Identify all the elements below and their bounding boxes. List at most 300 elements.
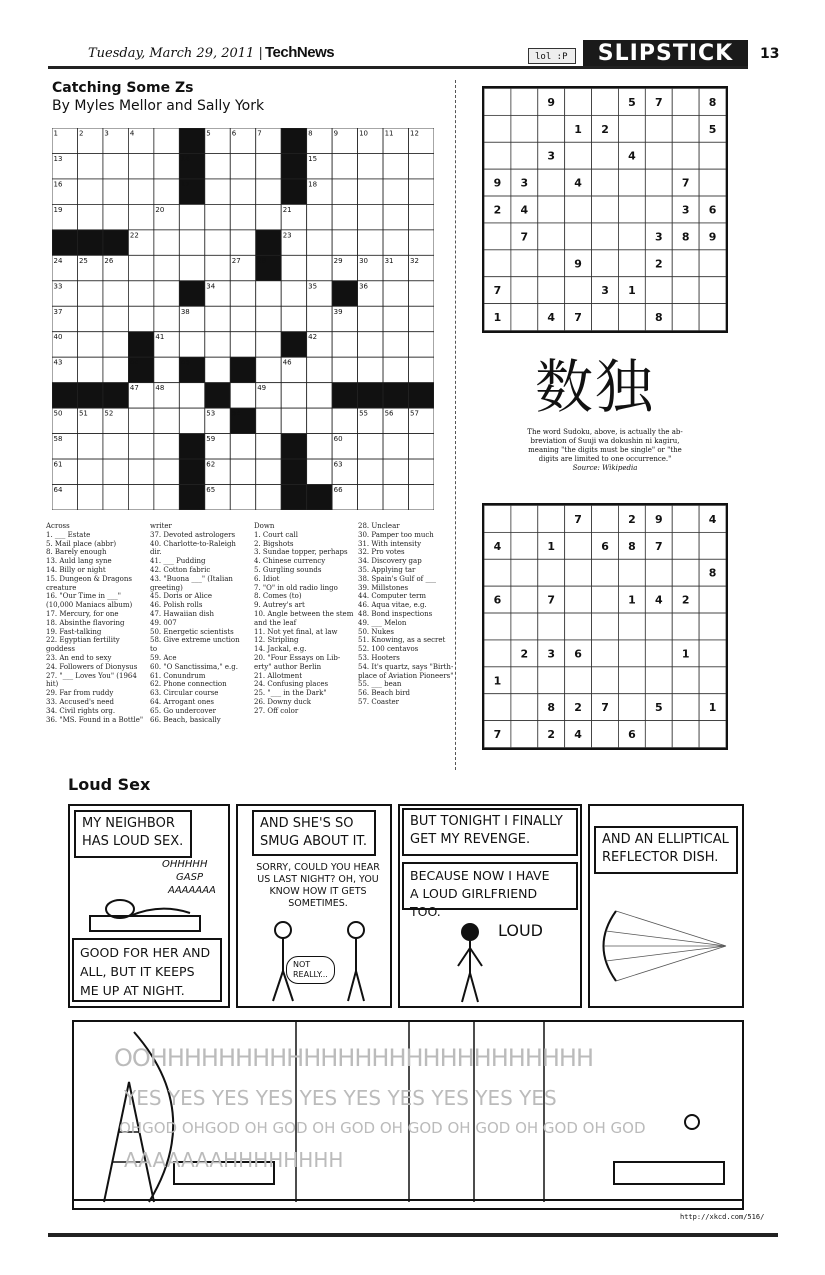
sudoku-cell[interactable] xyxy=(592,250,619,277)
crossword-cell[interactable] xyxy=(230,179,255,204)
crossword-cell[interactable] xyxy=(358,459,383,484)
crossword-cell[interactable] xyxy=(409,434,434,459)
crossword-cell[interactable] xyxy=(77,179,102,204)
crossword-cell[interactable] xyxy=(230,204,255,229)
crossword-cell[interactable] xyxy=(307,357,332,382)
sudoku-cell[interactable] xyxy=(538,277,565,304)
sudoku-cell[interactable] xyxy=(645,196,672,223)
crossword-cell[interactable] xyxy=(103,179,128,204)
sudoku-cell[interactable] xyxy=(538,223,565,250)
sudoku-cell[interactable] xyxy=(592,142,619,169)
crossword-cell[interactable] xyxy=(154,255,179,280)
clue-line: 37. Devoted astrologers xyxy=(150,530,236,539)
sudoku-cell[interactable] xyxy=(511,721,538,748)
loud-text-line-1: OOHHHHHHHHHHHHHHHHHHHHHHHHHH xyxy=(114,1044,593,1072)
sudoku-cell[interactable] xyxy=(484,223,511,250)
crossword-cell[interactable] xyxy=(205,255,230,280)
crossword-number: 35 xyxy=(308,282,318,291)
crossword-number: 21 xyxy=(282,205,292,214)
crossword-cell[interactable] xyxy=(77,459,102,484)
crossword-block xyxy=(179,434,204,459)
sudoku-cell[interactable] xyxy=(511,277,538,304)
speech-neighbor: SORRY, COULD YOU HEAR US LAST NIGHT? OH, YOU KNOW HOW IT GETS SOMETIMES. xyxy=(256,862,380,909)
crossword-block xyxy=(128,332,153,357)
sudoku-cell[interactable] xyxy=(672,506,699,533)
sudoku-cell[interactable] xyxy=(645,667,672,694)
crossword-cell[interactable] xyxy=(154,230,179,255)
sudoku-cell[interactable] xyxy=(511,559,538,586)
crossword-cell[interactable] xyxy=(358,332,383,357)
page-number: 13 xyxy=(760,46,780,62)
sudoku-digit: 4 xyxy=(493,539,502,553)
sudoku-cell[interactable] xyxy=(672,277,699,304)
crossword-number: 5 xyxy=(206,129,211,138)
crossword-cell[interactable] xyxy=(77,281,102,306)
crossword-cell[interactable] xyxy=(383,485,408,510)
sudoku-cell[interactable] xyxy=(511,694,538,721)
sudoku-cell[interactable] xyxy=(645,277,672,304)
sudoku-cell[interactable] xyxy=(672,613,699,640)
sudoku-digit: 2 xyxy=(547,728,556,742)
sudoku-cell[interactable] xyxy=(618,640,645,667)
crossword-cell[interactable] xyxy=(409,357,434,382)
crossword-cell[interactable] xyxy=(409,230,434,255)
sudoku-cell[interactable] xyxy=(592,506,619,533)
crossword-cell[interactable] xyxy=(383,459,408,484)
clue-line: 59. Ace xyxy=(150,653,177,662)
sudoku-cell[interactable] xyxy=(618,667,645,694)
crossword-cell[interactable] xyxy=(256,204,281,229)
sudoku-digit: 7 xyxy=(574,311,582,325)
crossword-cell[interactable] xyxy=(154,153,179,178)
sudoku-cell[interactable] xyxy=(618,694,645,721)
crossword-cell[interactable] xyxy=(179,383,204,408)
sudoku-cell[interactable] xyxy=(699,667,726,694)
crossword-number: 8 xyxy=(308,129,313,138)
sudoku-cell[interactable] xyxy=(699,640,726,667)
crossword-cell[interactable] xyxy=(77,434,102,459)
clue-line: 34. Discovery gap xyxy=(358,557,422,566)
crossword-cell[interactable] xyxy=(230,153,255,178)
crossword-cell[interactable] xyxy=(383,306,408,331)
comic-panel-3 xyxy=(398,804,582,1008)
sudoku-cell[interactable] xyxy=(645,721,672,748)
crossword-cell[interactable] xyxy=(256,153,281,178)
sudoku-cell[interactable] xyxy=(592,640,619,667)
crossword-cell[interactable] xyxy=(77,357,102,382)
crossword-cell[interactable] xyxy=(154,306,179,331)
crossword-cell[interactable] xyxy=(281,281,306,306)
crossword-cell[interactable] xyxy=(358,306,383,331)
crossword-cell[interactable] xyxy=(409,204,434,229)
crossword-cell[interactable] xyxy=(154,485,179,510)
sudoku-cell[interactable] xyxy=(699,586,726,613)
sudoku-cell[interactable] xyxy=(538,559,565,586)
crossword-cell[interactable] xyxy=(409,281,434,306)
crossword-cell[interactable] xyxy=(409,179,434,204)
sudoku-digit: 3 xyxy=(681,203,690,217)
crossword-cell[interactable] xyxy=(332,357,357,382)
crossword-cell[interactable] xyxy=(128,204,153,229)
crossword-cell[interactable] xyxy=(332,204,357,229)
clue-line: 58. Give extreme unction xyxy=(150,636,240,645)
crossword-cell[interactable] xyxy=(128,485,153,510)
sudoku-cell[interactable] xyxy=(618,169,645,196)
crossword-cell[interactable] xyxy=(256,332,281,357)
sudoku-cell[interactable] xyxy=(511,532,538,559)
crossword-cell[interactable] xyxy=(154,281,179,306)
sudoku-cell[interactable] xyxy=(511,115,538,142)
crossword-cell[interactable] xyxy=(256,459,281,484)
crossword-cell[interactable] xyxy=(358,434,383,459)
sudoku-cell[interactable] xyxy=(565,667,592,694)
crossword-cell[interactable] xyxy=(307,434,332,459)
crossword-cell[interactable] xyxy=(179,255,204,280)
sudoku-cell[interactable] xyxy=(511,613,538,640)
crossword-cell[interactable] xyxy=(230,485,255,510)
crossword-cell[interactable] xyxy=(103,459,128,484)
sudoku-cell[interactable] xyxy=(618,250,645,277)
sudoku-cell[interactable] xyxy=(592,586,619,613)
crossword-cell[interactable] xyxy=(103,332,128,357)
sudoku-cell[interactable] xyxy=(484,694,511,721)
crossword-cell[interactable] xyxy=(154,128,179,153)
crossword-cell[interactable] xyxy=(409,153,434,178)
crossword-cell[interactable] xyxy=(103,306,128,331)
crossword-cell[interactable] xyxy=(128,408,153,433)
crossword-cell[interactable] xyxy=(230,230,255,255)
sudoku-cell[interactable] xyxy=(511,89,538,116)
crossword-cell[interactable] xyxy=(332,332,357,357)
sudoku-cell[interactable] xyxy=(592,721,619,748)
sudoku-cell[interactable] xyxy=(618,559,645,586)
sudoku-cell[interactable] xyxy=(511,250,538,277)
clue-line: goddess xyxy=(46,645,75,654)
sudoku-digit: 9 xyxy=(547,95,556,109)
sudoku-cell[interactable] xyxy=(699,277,726,304)
crossword-cell[interactable] xyxy=(358,230,383,255)
sudoku-cell[interactable] xyxy=(618,196,645,223)
clue-line: 8. Barely enough xyxy=(46,548,107,557)
loud-text-line-3: OHGOD OHGOD OH GOD OH GOD OH GOD OH GOD OH GOD OH GOD xyxy=(119,1119,646,1137)
sudoku-note: The word Sudoku, above, is actually the ab- breviation of Suuji wa dokushin ni kagiru, meaning "the digits must be single" or "the digits are limited to one occurrence." Source: Wikipedia xyxy=(527,428,683,472)
sudoku-cell[interactable] xyxy=(618,115,645,142)
crossword-cell[interactable] xyxy=(154,408,179,433)
crossword-block xyxy=(52,230,77,255)
crossword-cell[interactable] xyxy=(383,179,408,204)
sudoku-cell[interactable] xyxy=(592,304,619,331)
crossword-cell[interactable] xyxy=(383,230,408,255)
crossword-cell[interactable] xyxy=(103,485,128,510)
sudoku-cell[interactable] xyxy=(484,115,511,142)
comic-panel-1 xyxy=(68,804,230,1008)
crossword-cell[interactable] xyxy=(205,357,230,382)
crossword-cell[interactable] xyxy=(409,306,434,331)
sudoku-cell[interactable] xyxy=(484,89,511,116)
crossword-cell[interactable] xyxy=(179,204,204,229)
crossword-cell[interactable] xyxy=(256,434,281,459)
crossword-cell[interactable] xyxy=(409,485,434,510)
sudoku-cell[interactable] xyxy=(538,115,565,142)
sudoku-cell[interactable] xyxy=(592,196,619,223)
crossword-cell[interactable] xyxy=(307,255,332,280)
sudoku-digit: 1 xyxy=(708,701,717,715)
sudoku-cell[interactable] xyxy=(699,169,726,196)
sudoku-cell[interactable] xyxy=(672,559,699,586)
sudoku-cell[interactable] xyxy=(672,250,699,277)
clue-line: place of Aviation Pioneers" xyxy=(358,671,454,680)
crossword-cell[interactable] xyxy=(256,357,281,382)
sudoku-digit: 7 xyxy=(520,230,529,244)
sudoku-cell[interactable] xyxy=(538,196,565,223)
sudoku-cell[interactable] xyxy=(565,586,592,613)
sudoku-digit: 9 xyxy=(493,176,502,190)
sudoku-cell[interactable] xyxy=(672,532,699,559)
sudoku-cell[interactable] xyxy=(565,532,592,559)
crossword-cell[interactable] xyxy=(256,485,281,510)
sudoku-cell[interactable] xyxy=(538,613,565,640)
sudoku-digit: 3 xyxy=(654,230,663,244)
crossword-cell[interactable] xyxy=(281,255,306,280)
crossword-cell[interactable] xyxy=(230,459,255,484)
crossword-cell[interactable] xyxy=(230,383,255,408)
crossword-block xyxy=(281,459,306,484)
crossword-cell[interactable] xyxy=(256,281,281,306)
sudoku-cell[interactable] xyxy=(645,640,672,667)
crossword-cell[interactable] xyxy=(307,306,332,331)
crossword-cell[interactable] xyxy=(307,459,332,484)
crossword-cell[interactable] xyxy=(77,153,102,178)
sudoku-cell[interactable] xyxy=(484,613,511,640)
sudoku-cell[interactable] xyxy=(538,250,565,277)
crossword-grid[interactable] xyxy=(52,128,434,510)
crossword-cell[interactable] xyxy=(358,204,383,229)
crossword-cell[interactable] xyxy=(205,153,230,178)
sudoku-cell[interactable] xyxy=(538,667,565,694)
crossword-cell[interactable] xyxy=(256,408,281,433)
sudoku-cell[interactable] xyxy=(618,304,645,331)
crossword-cell[interactable] xyxy=(358,357,383,382)
crossword-block xyxy=(409,383,434,408)
crossword-cell[interactable] xyxy=(332,408,357,433)
crossword-cell[interactable] xyxy=(383,153,408,178)
clue-line: 35. Applying tar xyxy=(358,565,416,574)
clue-line: 28. Unclear xyxy=(358,522,400,530)
crossword-cell[interactable] xyxy=(409,459,434,484)
sudoku-cell[interactable] xyxy=(484,506,511,533)
crossword-cell[interactable] xyxy=(103,153,128,178)
crossword-block xyxy=(281,434,306,459)
crossword-cell[interactable] xyxy=(358,153,383,178)
crossword-cell[interactable] xyxy=(230,332,255,357)
sudoku-cell[interactable] xyxy=(565,559,592,586)
crossword-cell[interactable] xyxy=(383,434,408,459)
crossword-cell[interactable] xyxy=(281,306,306,331)
crossword-cell[interactable] xyxy=(103,357,128,382)
clue-line: 36. "MS. Found in a Bottle" xyxy=(46,715,144,724)
sudoku-cell[interactable] xyxy=(592,559,619,586)
sudoku-cell[interactable] xyxy=(511,142,538,169)
sudoku-cell[interactable] xyxy=(565,277,592,304)
crossword-cell[interactable] xyxy=(205,204,230,229)
crossword-number: 34 xyxy=(206,282,216,291)
sudoku-digit: 4 xyxy=(520,203,529,217)
sudoku-cell[interactable] xyxy=(565,89,592,116)
crossword-cell[interactable] xyxy=(230,434,255,459)
sudoku-cell[interactable] xyxy=(699,304,726,331)
crossword-cell[interactable] xyxy=(128,255,153,280)
crossword-cell[interactable] xyxy=(358,485,383,510)
comic-panel-5 xyxy=(72,1020,744,1210)
sudoku-cell[interactable] xyxy=(672,721,699,748)
sudoku-puzzle-2[interactable] xyxy=(482,503,728,750)
crossword-cell[interactable] xyxy=(205,306,230,331)
crossword-cell[interactable] xyxy=(307,204,332,229)
sudoku-digit: 8 xyxy=(708,95,717,109)
crossword-cell[interactable] xyxy=(103,434,128,459)
crossword-cell[interactable] xyxy=(205,230,230,255)
sudoku-cell[interactable] xyxy=(511,304,538,331)
sudoku-cell[interactable] xyxy=(645,169,672,196)
sudoku-digit: 5 xyxy=(708,122,717,136)
crossword-cell[interactable] xyxy=(307,230,332,255)
crossword-cell[interactable] xyxy=(77,485,102,510)
crossword-cell[interactable] xyxy=(77,306,102,331)
crossword-cell[interactable] xyxy=(256,179,281,204)
crossword-cell[interactable] xyxy=(383,332,408,357)
crossword-cell[interactable] xyxy=(332,179,357,204)
crossword-cell[interactable] xyxy=(154,459,179,484)
crossword-number: 33 xyxy=(53,282,63,291)
clue-line: erty" author Berlin xyxy=(254,662,322,671)
crossword-cell[interactable] xyxy=(409,332,434,357)
crossword-cell[interactable] xyxy=(230,306,255,331)
sudoku-cell[interactable] xyxy=(565,613,592,640)
crossword-cell[interactable] xyxy=(128,306,153,331)
clue-line: 61. Conundrum xyxy=(150,671,206,680)
crossword-cell[interactable] xyxy=(383,357,408,382)
crossword-cell[interactable] xyxy=(103,204,128,229)
sudoku-cell[interactable] xyxy=(592,613,619,640)
crossword-cell[interactable] xyxy=(128,179,153,204)
reflector-dish-illustration xyxy=(596,906,736,986)
sudoku-cell[interactable] xyxy=(645,559,672,586)
sudoku-cell[interactable] xyxy=(645,142,672,169)
sudoku-cell[interactable] xyxy=(592,89,619,116)
sudoku-cell[interactable] xyxy=(484,640,511,667)
sudoku-cell[interactable] xyxy=(645,115,672,142)
sudoku-cell[interactable] xyxy=(484,559,511,586)
crossword-cell[interactable] xyxy=(128,459,153,484)
comic-panel-2 xyxy=(236,804,392,1008)
crossword-block xyxy=(281,153,306,178)
crossword-cell[interactable] xyxy=(179,408,204,433)
sudoku-cell[interactable] xyxy=(699,250,726,277)
clue-line: 52. 100 centavos xyxy=(358,645,419,654)
crossword-cell[interactable] xyxy=(383,204,408,229)
sudoku-cell[interactable] xyxy=(699,613,726,640)
crossword-cell[interactable] xyxy=(307,408,332,433)
sudoku-cell[interactable] xyxy=(511,586,538,613)
crossword-number: 37 xyxy=(53,307,63,316)
sudoku-digit: 1 xyxy=(547,539,556,553)
crossword-cell[interactable] xyxy=(332,230,357,255)
crossword-cell[interactable] xyxy=(103,281,128,306)
sudoku-digit: 6 xyxy=(601,539,609,553)
crossword-cell[interactable] xyxy=(179,332,204,357)
sudoku-cell[interactable] xyxy=(592,223,619,250)
crossword-cell[interactable] xyxy=(179,230,204,255)
crossword-cell[interactable] xyxy=(332,153,357,178)
clue-line: 33. Accused's need xyxy=(46,697,114,706)
sudoku-cell[interactable] xyxy=(565,223,592,250)
sudoku-cell[interactable] xyxy=(618,613,645,640)
sudoku-cell[interactable] xyxy=(592,667,619,694)
crossword-cell[interactable] xyxy=(256,306,281,331)
crossword-cell[interactable] xyxy=(77,204,102,229)
sudoku-cell[interactable] xyxy=(672,304,699,331)
crossword-cell[interactable] xyxy=(307,383,332,408)
sudoku-puzzle-1[interactable] xyxy=(482,86,728,333)
sudoku-cell[interactable] xyxy=(672,142,699,169)
crossword-cell[interactable] xyxy=(128,281,153,306)
crossword-cell[interactable] xyxy=(77,332,102,357)
sudoku-cell[interactable] xyxy=(672,667,699,694)
sudoku-cell[interactable] xyxy=(511,506,538,533)
sudoku-cell[interactable] xyxy=(672,89,699,116)
crossword-cell[interactable] xyxy=(358,179,383,204)
sudoku-cell[interactable] xyxy=(672,115,699,142)
sudoku-cell[interactable] xyxy=(565,196,592,223)
comic-panel-4 xyxy=(588,804,744,1008)
sudoku-cell[interactable] xyxy=(699,721,726,748)
crossword-cell[interactable] xyxy=(128,153,153,178)
crossword-cell[interactable] xyxy=(154,434,179,459)
clue-line: 56. Beach bird xyxy=(358,689,411,698)
crossword-number: 62 xyxy=(206,460,216,469)
crossword-number: 10 xyxy=(359,129,369,138)
crossword-number: 2 xyxy=(78,129,84,138)
crossword-cell[interactable] xyxy=(154,179,179,204)
sudoku-cell[interactable] xyxy=(484,250,511,277)
sudoku-cell[interactable] xyxy=(511,667,538,694)
sudoku-cell[interactable] xyxy=(592,169,619,196)
sudoku-cell[interactable] xyxy=(484,142,511,169)
crossword-block xyxy=(307,485,332,510)
crossword-cell[interactable] xyxy=(281,408,306,433)
sudoku-cell[interactable] xyxy=(538,506,565,533)
sudoku-cell[interactable] xyxy=(672,694,699,721)
sudoku-cell[interactable] xyxy=(618,223,645,250)
sudoku-digit: 8 xyxy=(547,701,556,715)
crossword-cell[interactable] xyxy=(128,434,153,459)
sudoku-cell[interactable] xyxy=(699,142,726,169)
crossword-cell[interactable] xyxy=(205,332,230,357)
crossword-cell[interactable] xyxy=(154,357,179,382)
crossword-cell[interactable] xyxy=(205,179,230,204)
clue-line: 44. Computer term xyxy=(358,592,427,601)
crossword-number: 11 xyxy=(384,129,394,138)
sudoku-cell[interactable] xyxy=(699,532,726,559)
sudoku-digit: 6 xyxy=(574,647,582,661)
crossword-block xyxy=(52,383,77,408)
sudoku-cell[interactable] xyxy=(645,613,672,640)
crossword-cell[interactable] xyxy=(230,281,255,306)
crossword-cell[interactable] xyxy=(383,281,408,306)
crossword-cell[interactable] xyxy=(281,383,306,408)
sudoku-cell[interactable] xyxy=(538,169,565,196)
sudoku-cell[interactable] xyxy=(565,142,592,169)
